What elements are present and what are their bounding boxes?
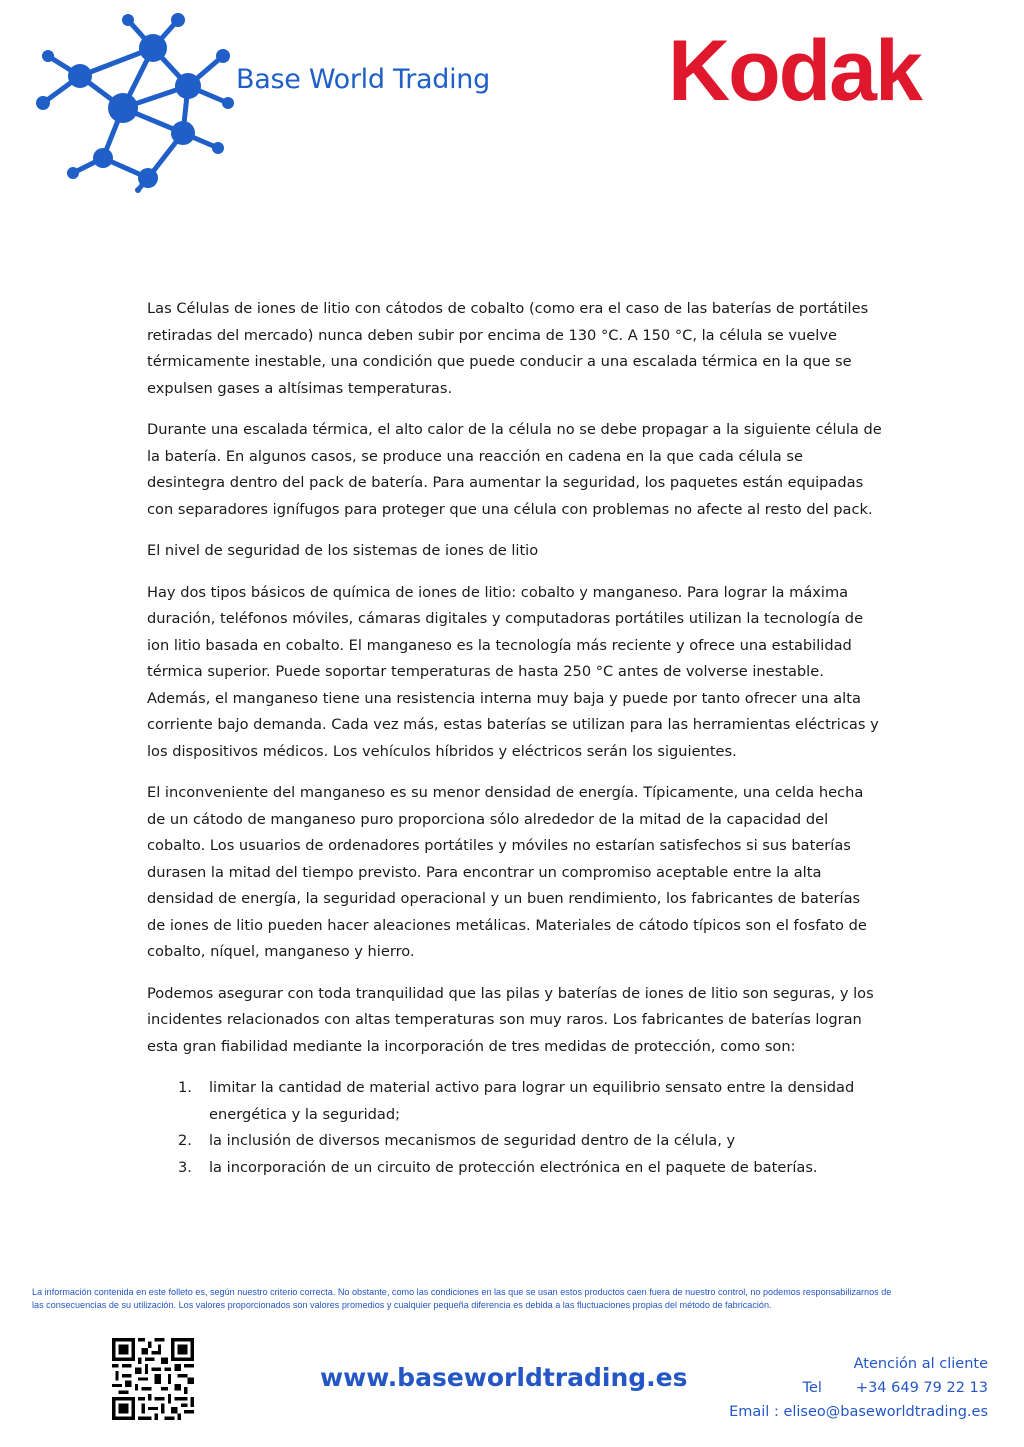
- disclaimer-line: las consecuencias de su utilización. Los valores proporcionados son valores promedios y cualquier pequeña diferencia es debida a las fluctuaciones propias del método de fabricación.: [32, 1300, 772, 1310]
- email-link[interactable]: Email : eliseo@baseworldtrading.es: [729, 1404, 988, 1420]
- phone-number[interactable]: +34 649 79 22 13: [855, 1380, 988, 1396]
- list-item: [147, 1075, 882, 1128]
- paragraph: Podemos asegurar con toda tranquilidad que las pilas y baterías de iones de litio son seguras, y los incidentes relacionados con altas temperaturas son muy raros. Los fabricantes de baterías logran esta gran fiabilidad mediante la incorporación de tres medidas de protección, como son:: [147, 984, 874, 1055]
- contact-title: Atención al cliente: [853, 1356, 988, 1372]
- contact-block: [729, 1352, 988, 1424]
- paragraph: Las Células de iones de litio con cátodos de cobalto (como era el caso de las baterías de portátiles retiradas del mercado) nunca deben subir por encima de 130 °C. A 150 °C, la célula se vuelve térmicamente inestable, una condición que puede conducir a una escalada térmica en la que se expulsen gases a altísimas temperaturas.: [147, 300, 869, 397]
- list-item: [147, 1128, 882, 1155]
- list-number: 2.: [178, 1132, 192, 1149]
- list-item: [147, 1155, 882, 1182]
- molecule-logo-icon: [28, 8, 278, 193]
- protection-measures-list: [147, 1075, 882, 1181]
- list-number: 1.: [178, 1079, 192, 1096]
- section-heading: El nivel de seguridad de los sistemas de iones de litio: [147, 542, 539, 559]
- kodak-logo: Kodak: [668, 23, 921, 119]
- paragraph: El inconveniente del manganeso es su menor densidad de energía. Típicamente, una celda hecha de un cátodo de manganeso puro proporciona sólo alrededor de la mitad de la capacidad del cobalto. Los usuarios de ordenadores portátiles y móviles no estarían satisfechos si sus baterías durasen la mitad del tiempo previsto. Para encontrar un compromiso aceptable entre la alta densidad de energía, la seguridad operacional y un buen rendimiento, los fabricantes de baterías de iones de litio pueden hacer aleaciones metálicas. Materiales de cátodo típicos son el fosfato de cobalto, níquel, manganeso y hierro.: [147, 784, 867, 960]
- website-link[interactable]: www.baseworldtrading.es: [320, 1363, 688, 1392]
- list-item-text: la incorporación de un circuito de protección electrónica en el paquete de baterías.: [209, 1158, 818, 1176]
- list-item-text: la inclusión de diversos mecanismos de seguridad dentro de la célula, y: [209, 1132, 736, 1149]
- paragraph: Hay dos tipos básicos de química de iones de litio: cobalto y manganeso. Para lograr la máxima duración, teléfonos móviles, cámaras digitales y computadoras portátiles utilizan la tecnología de ion litio basada en cobalto. El manganeso es la tecnología más reciente y ofrece una estabilidad térmica superior. Puede soportar temperaturas de hasta 250 °C antes de volverse inestable. Además, el manganeso tiene una resistencia interna muy baja y puede por tanto ofrecer una alta corriente bajo demanda. Cada vez más, estas baterías se utilizan para las herramientas eléctricas y los dispositivos médicos. Los vehículos híbridos y eléctricos serán los siguientes.: [147, 583, 879, 760]
- disclaimer: [32, 1286, 1007, 1312]
- disclaimer-line: La información contenida en este folleto es, según nuestro criterio correcta. No obstante, como las condiciones en las que se usan estos productos caen fuera de nuestro control, no podemos responsabilizarnos de: [32, 1287, 892, 1297]
- paragraph: Durante una escalada térmica, el alto calor de la célula no se debe propagar a la siguiente célula de la batería. En algunos casos, se produce una reacción en cadena en la que cada célula se desintegra dentro del pack de batería. Para aumentar la seguridad, los paquetes están equipadas con separadores ignífugos para proteger que una célula con problemas no afecte al resto del pack.: [147, 421, 882, 518]
- list-number: 3.: [178, 1158, 192, 1176]
- qr-code-icon: [112, 1338, 194, 1420]
- list-item-text: limitar la cantidad de material activo para lograr un equilibrio sensato entre la densidad energética y la seguridad;: [209, 1079, 855, 1123]
- brand-name: Base World Trading: [236, 64, 490, 95]
- phone-label: Tel: [802, 1380, 822, 1396]
- document-body: [147, 296, 882, 1181]
- phone-row: [729, 1376, 988, 1400]
